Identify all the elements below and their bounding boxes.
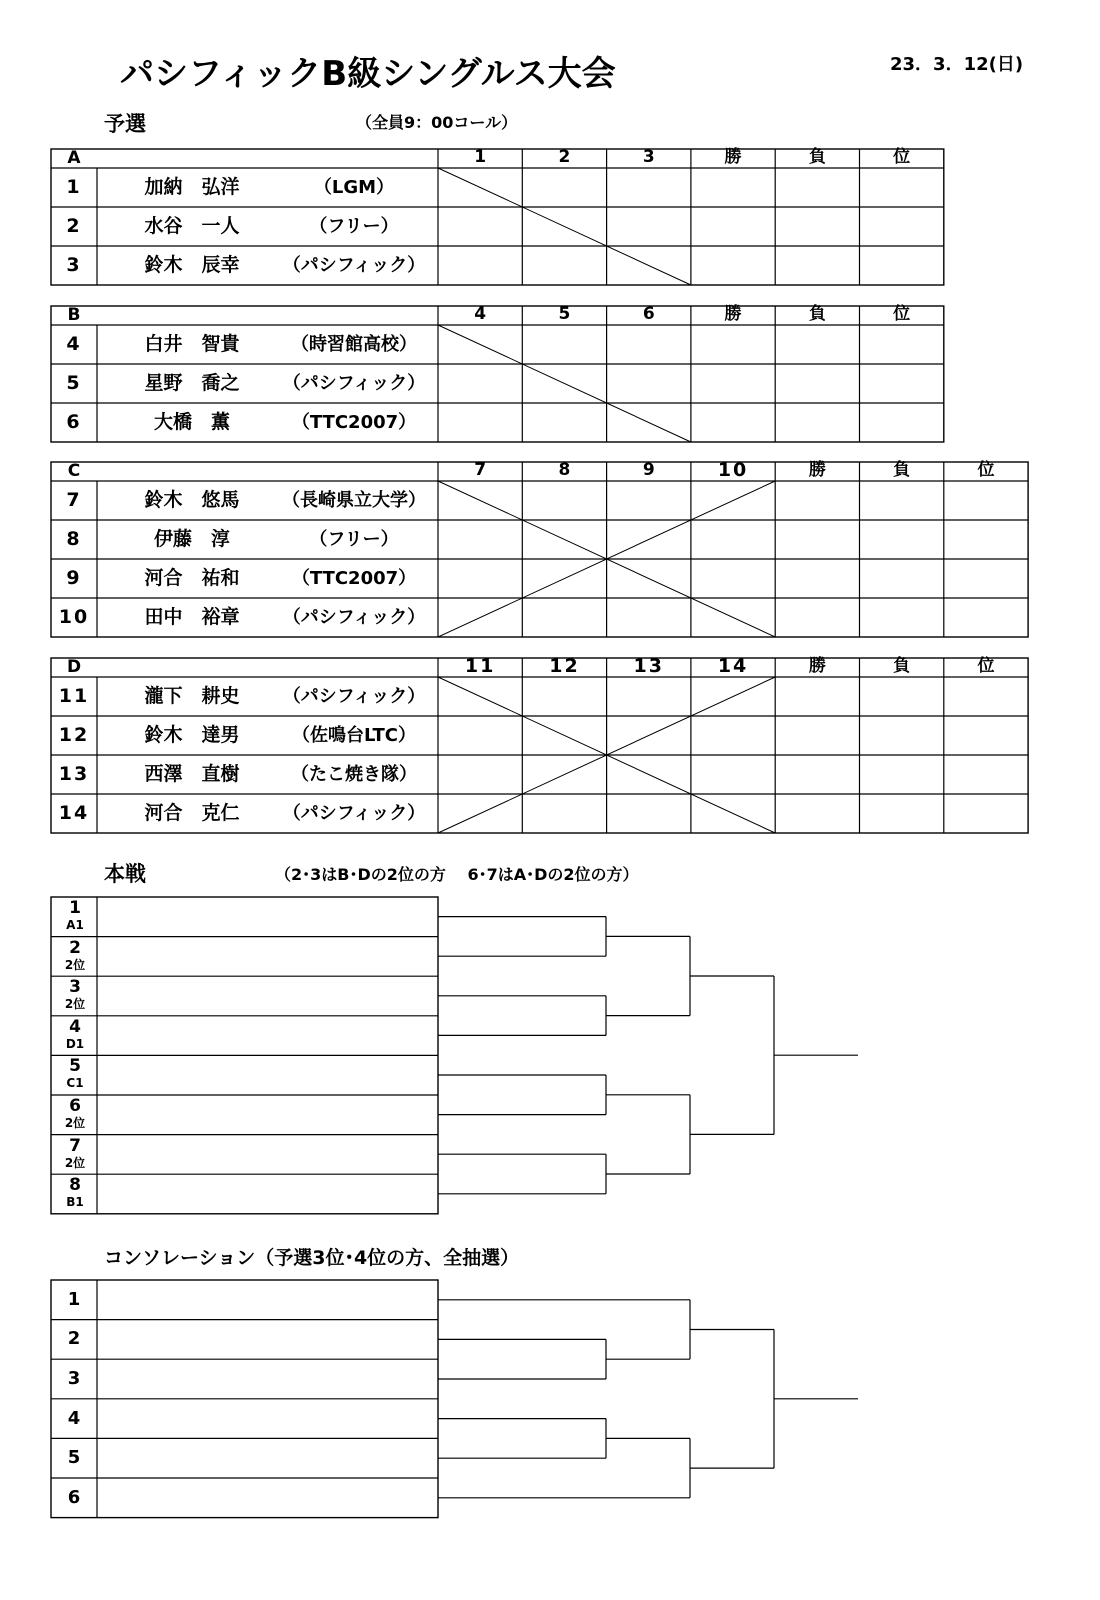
page-title: パシフィックB級シングルス大会: [120, 54, 616, 94]
group-col-header: 5: [558, 304, 571, 324]
group-col-header: 7: [474, 460, 487, 480]
player-name: 河合 祐和: [144, 567, 240, 589]
group-col-header: 11: [464, 655, 496, 677]
draw-slot-seed: C1: [66, 1076, 84, 1091]
player-number: 8: [66, 528, 82, 550]
player-club: （時習館高校）: [291, 333, 417, 355]
group-col-header: 位: [893, 147, 911, 167]
player-club: （パシフィック）: [282, 685, 426, 707]
consolation-slot-number: 5: [67, 1447, 81, 1469]
player-name: 白井 智貴: [144, 333, 240, 355]
player-club: （フリー）: [309, 215, 399, 237]
group-col-header: 4: [474, 304, 487, 324]
player-number: 11: [58, 685, 90, 707]
player-number: 4: [66, 333, 82, 355]
player-name: 伊藤 淳: [153, 528, 230, 550]
player-club: （LGM）: [313, 176, 395, 198]
player-name: 鈴木 辰幸: [144, 254, 240, 276]
player-club: （パシフィック）: [282, 254, 426, 276]
draw-slot-number: 8: [69, 1175, 81, 1196]
group-col-header: 1: [474, 147, 487, 167]
consolation-slot-number: 4: [67, 1407, 81, 1429]
group-letter: B: [67, 305, 81, 325]
group-col-header: 9: [642, 460, 655, 480]
draw-slot-number: 2: [69, 937, 81, 958]
player-club: （パシフィック）: [282, 372, 426, 394]
player-number: 7: [66, 489, 82, 511]
player-club: （パシフィック）: [282, 606, 426, 628]
group-col-header: 13: [633, 655, 664, 677]
player-club: （長崎県立大学）: [282, 489, 426, 511]
draw-slot-number: 4: [69, 1016, 81, 1037]
diagonal-line: [438, 168, 691, 285]
group-col-header: 勝: [808, 460, 826, 480]
player-number: 10: [58, 606, 90, 628]
draw-slot-number: 7: [69, 1135, 81, 1156]
player-name: 瀧下 耕史: [144, 685, 240, 707]
group-col-header: 10: [717, 459, 749, 481]
group-col-header: 負: [893, 460, 911, 480]
consolation-slot-number: 6: [67, 1486, 81, 1508]
player-name: 鈴木 悠馬: [144, 489, 240, 511]
player-name: 西澤 直樹: [144, 763, 240, 785]
player-name: 河合 克仁: [144, 802, 240, 824]
player-club: （佐鳴台LTC）: [292, 724, 416, 746]
group-col-header: 勝: [724, 147, 742, 167]
player-number: 2: [66, 215, 82, 237]
group-col-header: 2: [558, 147, 571, 167]
draw-slot-number: 1: [69, 898, 81, 918]
player-club: （TTC2007）: [291, 567, 417, 589]
group-col-header: 8: [558, 460, 571, 480]
event-date: 23．3．12(日): [890, 54, 1024, 75]
player-club: （たこ焼き隊）: [291, 763, 417, 785]
player-name: 田中 裕章: [144, 606, 240, 628]
group-col-header: 勝: [724, 304, 742, 324]
consolation-heading: コンソレーション（予選3位･4位の方、全抽選）: [104, 1247, 520, 1269]
player-number: 14: [58, 802, 90, 824]
group-col-header: 6: [642, 304, 655, 324]
group-col-header: 位: [977, 656, 995, 676]
player-name: 加納 弘洋: [144, 176, 240, 198]
group-col-header: 3: [642, 147, 655, 167]
player-number: 12: [58, 724, 90, 746]
player-number: 9: [66, 567, 82, 589]
main-draw-note: （2･3はB･Dの2位の方 6･7はA･Dの2位の方）: [275, 865, 639, 884]
draw-slot-seed: B1: [66, 1195, 84, 1210]
player-name: 大橋 薫: [153, 411, 230, 433]
player-name: 星野 喬之: [144, 372, 240, 394]
player-club: （フリー）: [309, 528, 399, 550]
diagonal-line: [438, 325, 691, 442]
consolation-slot-number: 2: [67, 1328, 81, 1350]
group-col-header: 負: [808, 304, 826, 324]
group-letter: C: [67, 461, 81, 481]
draw-slot-seed: 2位: [64, 1155, 86, 1170]
group-letter: D: [66, 657, 82, 677]
player-number: 5: [66, 372, 82, 394]
player-number: 1: [66, 176, 82, 198]
group-col-header: 14: [717, 655, 749, 677]
main-draw-heading: 本戦: [104, 862, 146, 886]
player-club: （パシフィック）: [282, 802, 426, 824]
consolation-slot-number: 1: [67, 1288, 81, 1310]
group-col-header: 負: [893, 656, 911, 676]
group-letter: A: [67, 148, 81, 168]
draw-slot-number: 5: [69, 1056, 81, 1077]
draw-slot-number: 6: [69, 1096, 81, 1116]
draw-slot-seed: 2位: [64, 957, 86, 972]
draw-slot-seed: 2位: [64, 1116, 86, 1130]
player-number: 13: [58, 763, 90, 785]
player-number: 3: [66, 254, 82, 276]
player-name: 鈴木 達男: [144, 724, 240, 746]
prelim-note: （全員9：00コール）: [356, 113, 518, 132]
prelim-heading: 予選: [104, 112, 146, 136]
group-col-header: 勝: [808, 656, 826, 676]
draw-slot-seed: D1: [65, 1036, 85, 1051]
player-number: 6: [66, 411, 82, 433]
player-club: （TTC2007）: [291, 411, 417, 433]
group-col-header: 位: [977, 460, 995, 480]
group-col-header: 位: [893, 304, 911, 324]
player-name: 水谷 一人: [144, 215, 240, 237]
group-col-header: 12: [549, 655, 580, 677]
draw-slot-number: 3: [69, 977, 81, 998]
consolation-slot-number: 3: [67, 1367, 81, 1389]
draw-slot-seed: 2位: [64, 997, 86, 1012]
group-col-header: 負: [808, 147, 826, 167]
draw-slot-seed: A1: [66, 918, 84, 932]
